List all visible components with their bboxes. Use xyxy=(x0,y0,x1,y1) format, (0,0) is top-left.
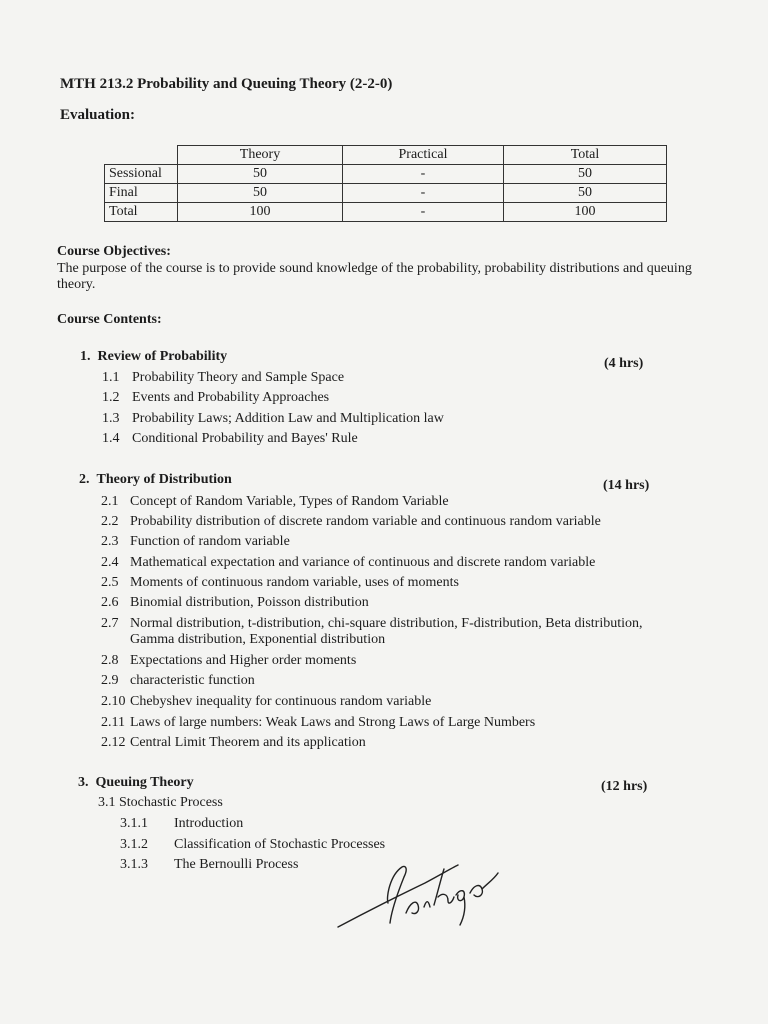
cell-total: 50 xyxy=(504,184,667,203)
list-item: 2.10 Chebyshev inequality for continuous random variable xyxy=(101,694,432,709)
list-item: 3.1.1 Introduction xyxy=(120,816,244,831)
section-title-text: Queuing Theory xyxy=(95,775,194,790)
table-row xyxy=(105,165,667,184)
section-2-hours: (14 hrs) xyxy=(603,478,650,493)
section-3-hours: (12 hrs) xyxy=(601,779,648,794)
row-label: Final xyxy=(105,184,178,203)
section-number: 2. xyxy=(79,472,90,487)
list-item: 2.6 Binomial distribution, Poisson distribution xyxy=(101,595,369,610)
list-item: 2.2 Probability distribution of discrete random variable and continuous random variable xyxy=(101,514,601,529)
cell-total: 100 xyxy=(504,203,667,222)
row-label: Sessional xyxy=(105,165,178,184)
cell-theory: 50 xyxy=(178,165,343,184)
section-3-title xyxy=(78,775,194,791)
list-item: 2.11 Laws of large numbers: Weak Laws and Strong Laws of Large Numbers xyxy=(101,715,536,730)
table-header-theory: Theory xyxy=(178,146,343,165)
objectives-text: The purpose of the course is to provide sound knowledge of the probability, probability distributions and queuing theory. xyxy=(57,261,692,292)
list-item: 3.1.2 Classification of Stochastic Processes xyxy=(120,837,386,852)
row-label: Total xyxy=(105,203,178,222)
objectives-heading: Course Objectives: xyxy=(57,244,171,259)
signature-icon xyxy=(330,855,520,935)
list-item: 2.1 Concept of Random Variable, Types of Random Variable xyxy=(101,494,449,509)
cell-theory: 100 xyxy=(178,203,343,222)
section-title-text: Theory of Distribution xyxy=(96,472,232,487)
list-item: 1.3 Probability Laws; Addition Law and Multiplication law xyxy=(102,411,444,426)
section-1-hours: (4 hrs) xyxy=(604,356,644,371)
cell-practical: - xyxy=(343,203,504,222)
section-number: 1. xyxy=(80,349,91,364)
list-item: 1.2 Events and Probability Approaches xyxy=(102,390,330,405)
table-header-total: Total xyxy=(504,146,667,165)
list-item: 2.4 Mathematical expectation and variance of continuous and discrete random variable xyxy=(101,555,596,570)
section-number: 3. xyxy=(78,775,89,790)
evaluation-heading: Evaluation: xyxy=(60,107,136,123)
subsection-heading: 3.1 Stochastic Process xyxy=(98,795,223,810)
cell-theory: 50 xyxy=(178,184,343,203)
section-1-title xyxy=(80,349,227,365)
table-row xyxy=(105,184,667,203)
table-header-row xyxy=(105,146,667,165)
list-item: 2.9 characteristic function xyxy=(101,673,255,688)
list-item: 3.1.3 The Bernoulli Process xyxy=(120,857,299,872)
list-item: 1.1 Probability Theory and Sample Space xyxy=(102,370,345,385)
list-item: 2.12 Central Limit Theorem and its application xyxy=(101,735,366,750)
evaluation-table xyxy=(104,145,667,222)
section-title-text: Review of Probability xyxy=(97,349,228,364)
cell-total: 50 xyxy=(504,165,667,184)
course-title: MTH 213.2 Probability and Queuing Theory (2-2-0) xyxy=(60,76,393,92)
section-2-title xyxy=(79,472,232,488)
list-item: 2.5 Moments of continuous random variable, uses of moments xyxy=(101,575,459,590)
table-header-practical: Practical xyxy=(343,146,504,165)
contents-heading: Course Contents: xyxy=(57,312,162,327)
list-item-continuation: Gamma distribution, Exponential distribution xyxy=(130,632,386,647)
list-item: 2.7 Normal distribution, t-distribution, chi-square distribution, F-distribution, Beta distribution, xyxy=(101,616,643,631)
list-item: 2.3 Function of random variable xyxy=(101,534,290,549)
table-header-blank xyxy=(105,146,178,165)
table-row xyxy=(105,203,667,222)
list-item: 2.8 Expectations and Higher order moments xyxy=(101,653,357,668)
cell-practical: - xyxy=(343,165,504,184)
cell-practical: - xyxy=(343,184,504,203)
list-item: 1.4 Conditional Probability and Bayes' Rule xyxy=(102,431,358,446)
